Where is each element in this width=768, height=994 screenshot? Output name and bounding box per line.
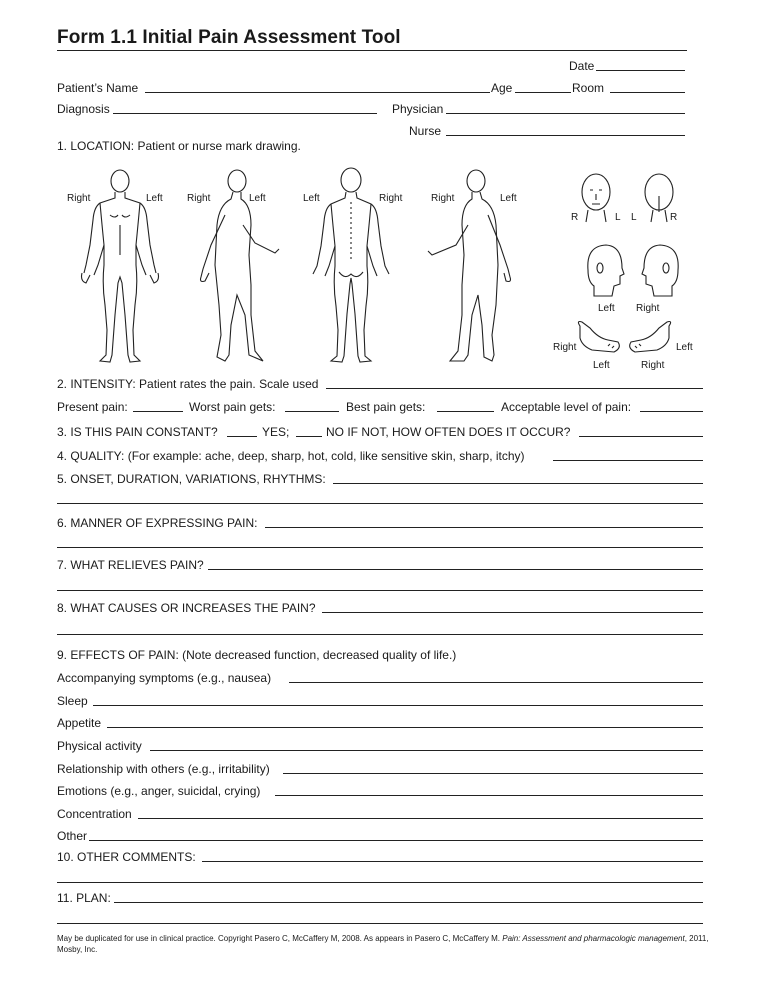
effects-emotions-label: Emotions (e.g., anger, suicidal, crying)	[57, 784, 261, 798]
footer-text-end: , 2011, Mosby, Inc.	[57, 934, 709, 954]
age-label: Age	[491, 81, 513, 95]
nurse-label: Nurse	[409, 124, 442, 138]
effects-symptoms-label: Accompanying symptoms (e.g., nausea)	[57, 671, 272, 685]
plan-field[interactable]	[114, 902, 703, 903]
plan-field-line2[interactable]	[57, 923, 703, 924]
causes-field-line2[interactable]	[57, 634, 703, 635]
body-side-right-figure[interactable]	[185, 165, 285, 370]
constant-yes-field[interactable]	[227, 436, 257, 437]
head-sides-drawing	[578, 240, 688, 300]
date-label: Date	[569, 59, 595, 73]
head-sides-figure[interactable]	[578, 240, 688, 315]
effects-relationship-field[interactable]	[283, 773, 703, 774]
effects-concentration-field[interactable]	[138, 818, 703, 819]
title-divider	[57, 50, 687, 51]
fig1-right-label: Right	[67, 193, 91, 204]
fig2-right-label: Right	[187, 193, 211, 204]
body-side-left-figure[interactable]	[420, 165, 530, 370]
fig4-left-label: Left	[500, 193, 517, 204]
nurse-field[interactable]	[446, 135, 685, 136]
manner-field[interactable]	[265, 527, 703, 528]
causes-label: 8. WHAT CAUSES OR INCREASES THE PAIN?	[57, 601, 316, 615]
effects-relationship-label: Relationship with others (e.g., irritability)	[57, 762, 270, 776]
present-pain-label: Present pain:	[57, 400, 128, 414]
head-back-r-label: R	[670, 212, 678, 223]
feet-bottom-right-label: Right	[641, 360, 665, 371]
constant-no-field[interactable]	[296, 436, 322, 437]
onset-label: 5. ONSET, DURATION, VARIATIONS, RHYTHMS:	[57, 472, 326, 486]
effects-concentration-label: Concentration	[57, 807, 132, 821]
scale-used-field[interactable]	[326, 388, 703, 389]
fig2-left-label: Left	[249, 193, 266, 204]
head-side-right-label: Right	[636, 303, 660, 314]
physician-label: Physician	[392, 102, 444, 116]
quality-label: 4. QUALITY: (For example: ache, deep, sharp, hot, cold, like sensitive skin, sharp, itchy)	[57, 449, 525, 463]
onset-field[interactable]	[333, 483, 703, 484]
relieves-field-line2[interactable]	[57, 590, 703, 591]
effects-heading: 9. EFFECTS OF PAIN: (Note decreased function, decreased quality of life.)	[57, 648, 457, 662]
effects-appetite-label: Appetite	[57, 716, 102, 730]
constant-question: 3. IS THIS PAIN CONSTANT?	[57, 425, 218, 439]
feet-left-label: Left	[676, 342, 693, 353]
head-front-back-figure[interactable]	[565, 172, 690, 230]
fig3-right-label: Right	[379, 193, 403, 204]
fig4-right-label: Right	[431, 193, 455, 204]
effects-activity-field[interactable]	[150, 750, 703, 751]
quality-field[interactable]	[553, 460, 703, 461]
other-comments-field-line2[interactable]	[57, 882, 703, 883]
head-front-l-label: L	[615, 212, 621, 223]
other-comments-label: 10. OTHER COMMENTS:	[57, 850, 196, 864]
best-pain-field[interactable]	[437, 411, 494, 412]
feet-bottom-left-label: Left	[593, 360, 610, 371]
fig1-left-label: Left	[146, 193, 163, 204]
feet-right-label: Right	[553, 342, 577, 353]
acceptable-pain-label: Acceptable level of pain:	[501, 400, 632, 414]
patient-name-field[interactable]	[145, 92, 490, 93]
body-back-figure[interactable]	[295, 162, 410, 370]
intensity-heading: 2. INTENSITY: Patient rates the pain. Scale used	[57, 377, 319, 391]
fig3-left-label: Left	[303, 193, 320, 204]
manner-label: 6. MANNER OF EXPRESSING PAIN:	[57, 516, 258, 530]
copyright-footer	[57, 933, 712, 955]
footer-text: May be duplicated for use in clinical practice. Copyright Pasero C, McCaffery M, 2008. As appears in Pasero C, McCaffery M.	[57, 934, 503, 943]
worst-pain-field[interactable]	[285, 411, 339, 412]
head-back-l-label: L	[631, 212, 637, 223]
feet-figure[interactable]	[552, 318, 697, 376]
other-comments-field[interactable]	[202, 861, 703, 862]
head-side-left-label: Left	[598, 303, 615, 314]
effects-emotions-field[interactable]	[275, 795, 703, 796]
body-front-figure[interactable]	[60, 165, 180, 370]
causes-field[interactable]	[322, 612, 703, 613]
patient-name-label: Patient’s Name	[57, 81, 139, 95]
manner-field-line2[interactable]	[57, 547, 703, 548]
location-heading: 1. LOCATION: Patient or nurse mark drawing.	[57, 139, 301, 153]
form-title: Form 1.1 Initial Pain Assessment Tool	[57, 27, 401, 48]
plan-label: 11. PLAN:	[57, 891, 111, 905]
footer-book-title: Pain: Assessment and pharmacologic management	[502, 934, 685, 943]
constant-no-label: NO IF NOT, HOW OFTEN DOES IT OCCUR?	[326, 425, 571, 439]
relieves-field[interactable]	[208, 569, 703, 570]
age-field[interactable]	[515, 92, 571, 93]
worst-pain-label: Worst pain gets:	[189, 400, 276, 414]
onset-field-line2[interactable]	[57, 503, 703, 504]
physician-field[interactable]	[446, 113, 685, 114]
acceptable-pain-field[interactable]	[640, 411, 703, 412]
diagnosis-field[interactable]	[113, 113, 377, 114]
present-pain-field[interactable]	[133, 411, 183, 412]
effects-sleep-field[interactable]	[93, 705, 703, 706]
effects-sleep-label: Sleep	[57, 694, 88, 708]
effects-other-label: Other	[57, 829, 88, 843]
room-label: Room	[572, 81, 605, 95]
effects-activity-label: Physical activity	[57, 739, 142, 753]
effects-symptoms-field[interactable]	[289, 682, 703, 683]
relieves-label: 7. WHAT RELIEVES PAIN?	[57, 558, 204, 572]
room-field[interactable]	[610, 92, 685, 93]
head-front-r-label: R	[571, 212, 579, 223]
constant-yes-label: YES;	[262, 425, 290, 439]
effects-other-field[interactable]	[89, 840, 703, 841]
effects-appetite-field[interactable]	[107, 727, 703, 728]
best-pain-label: Best pain gets:	[346, 400, 426, 414]
date-field[interactable]	[596, 70, 685, 71]
diagnosis-label: Diagnosis	[57, 102, 110, 116]
how-often-field[interactable]	[579, 436, 703, 437]
